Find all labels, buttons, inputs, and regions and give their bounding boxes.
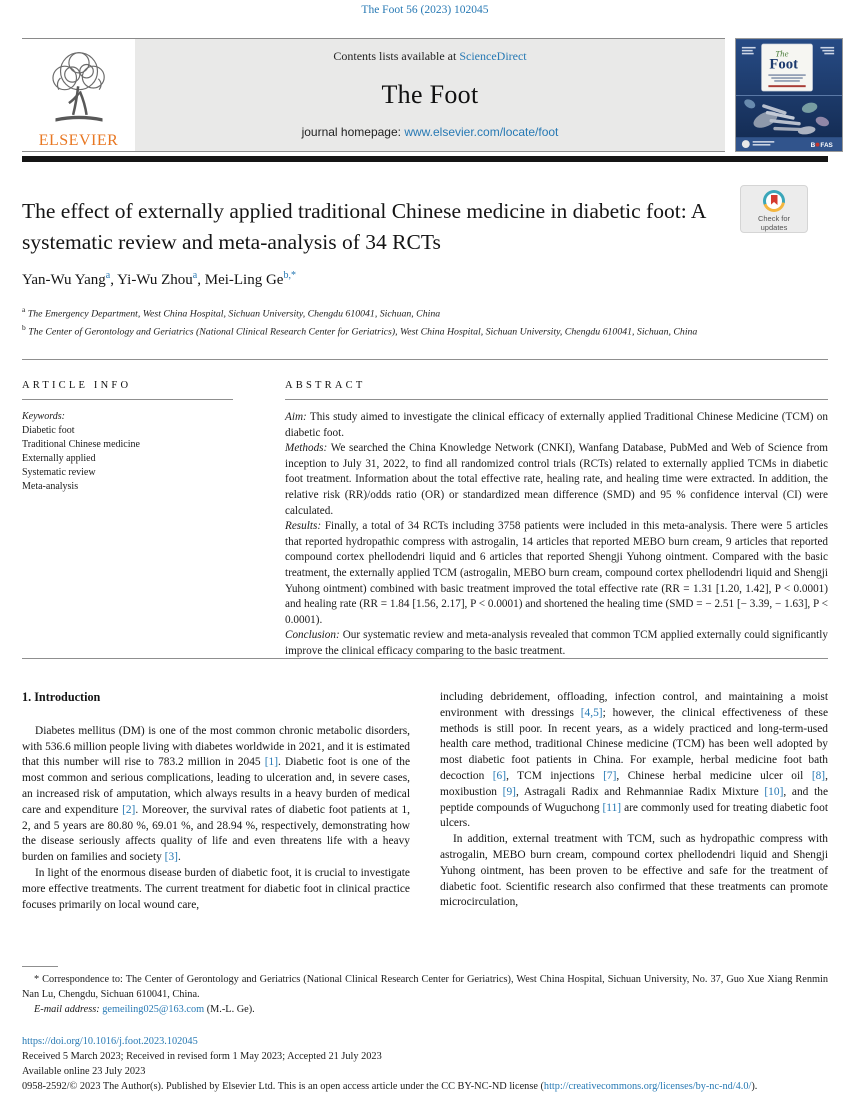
received-dates: Received 5 March 2023; Received in revised form 1 May 2023; Accepted 21 July 2023 (22, 1051, 382, 1062)
text-segment: , Chinese herbal medicine ulcer oil (616, 769, 812, 782)
keywords-label: Keywords: (22, 411, 65, 422)
abstract-results: Results: Finally, a total of 34 RCTs including 3758 patients were included in this meta-analysis. There were 5 articles that reported hydropathic compress with astrogalin, 14 articles that reported MEBO burn cream, 9 articles that reported compound cortex phellodendri liquid and 6 articles that reported Shengji Yuhong ointment. Compared with the basic treatment, the externally applied TCM (astrogalin, MEBO burn cream, compound cortex phellodendri liquid and Shengji Yuhong ointment) combined with basic treatment improved the total effective rate (RR = 1.31 [1.20, 1.42], P < 0.0001) and healing rate (RR = 1.84 [1.56, 2.17], P < 0.0001) and shortened the healing time (SMD = − 2.51 [− 3.39, − 1.63], P < 0.0001). (285, 520, 828, 626)
intro-paragraph-2: In light of the enormous disease burden of diabetic foot, it is crucial to investigate more effective treatments. The current treatment for diabetic foot in clinical practice focuses primarily on local wound care, (22, 866, 410, 911)
text-segment: , TCM injections (506, 769, 604, 782)
contents-lists-text: Contents lists available at (333, 49, 460, 63)
inline-citation-link[interactable]: [3] (164, 851, 178, 864)
section-rule-top (22, 359, 828, 360)
text-segment: 0958-2592/© 2023 The Author(s). Published by Elsevier Ltd. This is an open access article under the CC BY-NC-ND license ( (22, 1081, 544, 1092)
text-segment: , Astragali Radix and Rehmanniae Radix Mixture (515, 785, 765, 798)
check-for-updates-badge[interactable] (740, 185, 808, 233)
journal-banner (135, 39, 725, 151)
homepage-label: journal homepage: (301, 125, 405, 139)
doi-link[interactable]: https://doi.org/10.1016/j.foot.2023.102045 (22, 1036, 198, 1047)
text-segment: , moxibustion (440, 769, 828, 798)
author-affil-ref[interactable]: b,* (283, 270, 296, 281)
intro-paragraph-1 (22, 724, 410, 866)
body-left-column (22, 690, 410, 913)
inline-citation-link[interactable]: [10] (764, 785, 784, 798)
elsevier-logo (22, 39, 135, 151)
contents-lists-line (333, 49, 526, 64)
affiliations (22, 303, 812, 339)
author: Yi-Wu Zhou$^a$, (117, 270, 205, 288)
cover-foot-text: Foot (769, 56, 798, 73)
text-segment: . (177, 851, 181, 864)
inline-citation-link[interactable]: [7] (603, 769, 617, 782)
keyword: Externally applied (22, 453, 96, 464)
text-segment: ; however, the clinical effectiveness of these methods is still poor. In recent years, as a widely practiced and long-term-used health care method, traditional Chinese medicine (TCM) has been well adopted by most diabetic foot patients in China. For example, herbal medicine foot bath decoction (440, 706, 829, 782)
article-title: The effect of externally applied traditional Chinese medicine in diabetic foot: A systematic review and meta-analysis of 34 RCTs (22, 199, 706, 254)
keyword: Systematic review (22, 467, 96, 478)
article-info-heading: ARTICLE INFO (22, 380, 233, 400)
body-right-column (440, 690, 828, 913)
abstract-conclusion: Conclusion: Our systematic review and meta-analysis revealed that common TCM applied externally could significantly improve the clinical efficacy comparing to the basic treatment. (285, 629, 828, 657)
text-segment: . Moreover, the survival rates of diabetic foot patients at 1, 2, and 5 years are 80.80 %, 69.01 %, and 28.94 %, respectively, demonstrating how the disease seriously affects quality of life and even threatens life with a heavy burden on families and society (22, 803, 410, 864)
abstract-aim: Aim: This study aimed to investigate the clinical efficacy of externally applied Traditional Chinese Medicine (TCM) on diabetic foot. (285, 411, 828, 439)
author-affil-ref[interactable]: a (192, 270, 198, 281)
cover-bofas-text: B (810, 142, 816, 150)
email-suffix: (M.-L. Ge). (204, 1004, 255, 1015)
inline-citation-link[interactable]: http://creativecommons.org/licenses/by-nc-nd/4.0/ (543, 1081, 752, 1092)
keyword: Meta-analysis (22, 481, 79, 492)
email-link[interactable]: gemeiling025@163.com (102, 1004, 205, 1015)
footnote-rule (22, 966, 58, 967)
journal-homepage-line (302, 125, 559, 139)
sciencedirect-link[interactable]: ScienceDirect (459, 49, 527, 63)
elsevier-wordmark: ELSEVIER (38, 132, 119, 149)
text-segment: . Diabetic foot is one of the most common and serious complications, leading to ulceration and, in severe cases, an increased risk of amputation, which always results in a heavy burden of medical care and expenditure (22, 756, 410, 816)
inline-citation-link[interactable]: [2] (122, 803, 136, 816)
article-info-section (22, 380, 233, 494)
text-segment: ). (751, 1081, 758, 1092)
keywords-block (22, 410, 233, 494)
intro-paragraph-1-cont (440, 690, 828, 832)
author-affil-ref[interactable]: a (105, 270, 111, 281)
article-body (22, 690, 828, 913)
inline-citation-link[interactable]: [8] (811, 769, 826, 782)
author: Mei-Ling $Ge^{b,*}$ (204, 270, 296, 288)
keyword: Diabetic foot (22, 425, 75, 436)
text-segment: Diabetes mellitus (DM) is one of the most common chronic metabolic disorders, with 536.6 million people living with diabetes worldwide in 2021, and it is estimated that this number will rise to 783.2 million in 2045 (22, 724, 410, 769)
section-rule-bottom (22, 658, 828, 659)
article-metadata (22, 1034, 828, 1094)
keyword: Traditional Chinese medicine (22, 439, 140, 450)
author-list (22, 270, 296, 289)
license-line (22, 1079, 828, 1094)
journal-citation: The Foot 56 (2023) 102045 (361, 4, 489, 16)
available-online: Available online 23 July 2023 (22, 1066, 146, 1077)
affiliation: $^b$ The Center of Gerontology and Geriatrics (National Clinical Research Center for Geriatrics), West China Hospital, Sichuan University, Chengdu 610041, Sichuan, China (22, 322, 698, 338)
abstract-section (285, 380, 828, 660)
text-segment: including debridement, offloading, infection control, and maintaining a moist environment with dressings (440, 691, 828, 719)
author: Yan-Wu Yang$^a$, (22, 270, 118, 288)
inline-citation-link[interactable]: [4,5] (580, 706, 603, 719)
affiliation: $^a$ The Emergency Department, West China Hospital, Sichuan University, Chengdu 610041, Sichuan, China (22, 305, 441, 320)
introduction-heading: 1. Introduction (22, 690, 101, 704)
correspondence-footnote (22, 966, 828, 1017)
inline-citation-link[interactable]: [1] (264, 756, 279, 769)
journal-header (22, 38, 725, 152)
journal-cover-thumbnail[interactable] (735, 38, 843, 152)
email-label: E-mail address: (34, 1004, 100, 1015)
crossmark-icon (763, 190, 785, 212)
header-thick-rule (22, 156, 828, 162)
svg-text:FAS: FAS (820, 142, 833, 150)
inline-citation-link[interactable]: [6] (492, 769, 507, 782)
elsevier-tree-icon (36, 46, 122, 135)
abstract-methods: Methods: We searched the China Knowledge Network (CNKI), Wanfang Database, PubMed and Web of Science from inception to July 31, 2022, to find all randomized control trials (RCTs) related to externally applied TCMs in diabetic foot treatment. Information about the total effective rate, healing rate, and healing time were extracted. In addition, the relative risk (RR)/odds ratio (OR) or standardized mean difference (SMD) and 95 % confidence interval (CI) were calculated. (285, 442, 828, 517)
inline-citation-link[interactable]: [9] (502, 785, 516, 798)
email-line (22, 1002, 828, 1017)
text-segment: , and the peptide compounds of Wuguchong (440, 785, 828, 814)
abstract-heading: ABSTRACT (285, 380, 828, 400)
journal-title: The Foot (381, 79, 479, 109)
intro-paragraph-3: In addition, external treatment with TCM, such as hydropathic compress with astrogalin, MEBO burn cream, compound cortex phellodendri liquid and Shengji Yuhong ointment, has been proven to be effective and safe for the treatment of diabetic foot. Scientific research also confirmed that these treatments can promote microcirculation, (440, 833, 828, 909)
journal-homepage-link[interactable]: www.elsevier.com/locate/foot (404, 125, 559, 139)
text-segment: are commonly used for treating diabetic foot ulcers. (440, 801, 828, 830)
correspondence-text: * Correspondence to: The Center of Gerontology and Geriatrics (National Clinical Research Center for Geriatrics), West China Hospital, Sichuan University, No. 37, Guo Xue Xiang Renmin Nan Lu, Chengdu, Sichuan 610041, China. (22, 974, 828, 1000)
inline-citation-link[interactable]: [11] (602, 801, 622, 814)
cover-the-text: The (775, 48, 789, 59)
check-updates-label: Check for updates (757, 214, 791, 232)
abstract-body (285, 410, 828, 660)
